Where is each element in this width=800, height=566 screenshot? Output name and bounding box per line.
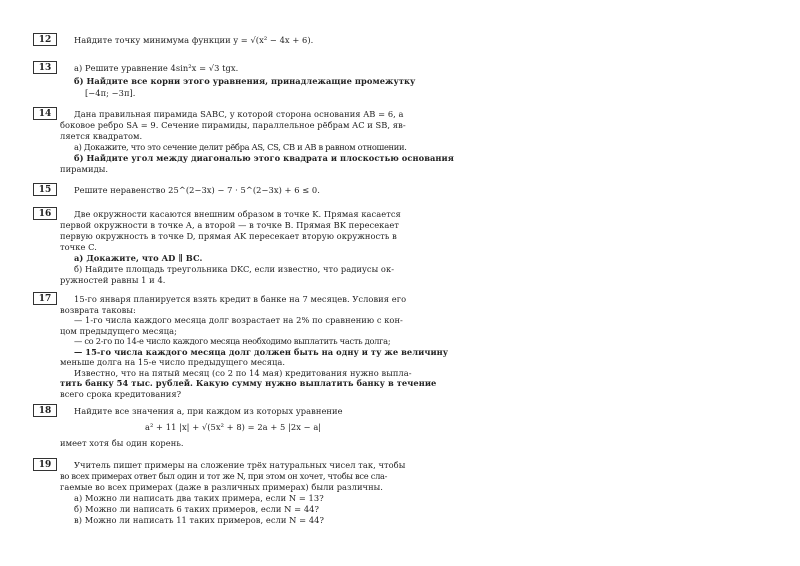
task-text: а) Докажите, что это сечение делит рёбра AS, CS, CB и AB в равном отношении. (74, 142, 407, 152)
task-text: — 1-го числа каждого месяца долг возрастает на 2% по сравнению с кон- (74, 315, 403, 325)
task-text: б) Найдите все корни этого уравнения, принадлежащие промежутку (74, 76, 416, 86)
task-text: б) Можно ли написать 6 таких примеров, если N = 44? (74, 504, 319, 514)
task-text: б) Найдите угол между диагональю этого квадрата и плоскостью основания (74, 153, 454, 163)
task-text: в) Можно ли написать 11 таких примеров, если N = 44? (74, 515, 324, 525)
task-number: 13 (33, 61, 57, 74)
task-formula: a² + 11 |x| + √(5x² + 8) = 2a + 5 |2x − a| (145, 422, 322, 432)
task-text: цом предыдущего месяца; (60, 325, 177, 336)
task-text: [−4π; −3π]. (85, 88, 136, 98)
task-text: гаемые во всех примерах (даже в различных примерах) были различны. (60, 482, 383, 492)
task-text: б) Найдите площадь треугольника DKC, если известно, что радиусы ок- (74, 264, 395, 274)
task-text: Решите неравенство 25^(2−3x) − 7 · 5^(2−3x) + 6 ≤ 0. (74, 185, 320, 195)
task-text: Известно, что на пятый месяц (со 2 по 14 мая) кредитования нужно выпла- (74, 367, 412, 378)
task-text: первую окружность в точке D, прямая AK пересекает вторую окружность в (60, 231, 397, 241)
task-text: первой окружности в точке A, а второй — в точке B. Прямая BK пересекает (60, 220, 400, 230)
task-number: 16 (33, 207, 57, 220)
task-text: а) Докажите, что AD ∥ BC. (74, 253, 203, 263)
task-text: меньше долга на 15-е число предыдущего месяца. (60, 357, 286, 367)
task-text: всего срока кредитования? (60, 388, 182, 399)
task-text: 15-го января планируется взять кредит в банке на 7 месяцев. Условия его (74, 294, 407, 304)
task-text: тить банку 54 тыс. рублей. Какую сумму нужно выплатить банку в течение (60, 378, 437, 388)
task-text: Учитель пишет примеры на сложение трёх натуральных чисел так, чтобы (74, 460, 406, 470)
task-text: — со 2-го по 14-е число каждого месяца необходимо выплатить часть долга; (74, 336, 391, 346)
task-text: а) Решите уравнение 4sin²x = √3 tgx. (74, 63, 239, 73)
task-text: боковое ребро SA = 9. Сечение пирамиды, параллельное рёбрам AC и SB, яв- (60, 120, 406, 130)
task-text: возврата таковы: (60, 304, 136, 315)
task-number: 12 (33, 33, 57, 46)
task-number: 17 (33, 292, 57, 305)
task-text: пирамиды. (60, 164, 109, 174)
task-text: ружностей равны 1 и 4. (60, 275, 166, 285)
task-text: Дана правильная пирамида SABC, у которой сторона основания AB = 6, а (74, 109, 404, 119)
task-text: Найдите точку минимума функции y = √(x² − 4x + 6). (74, 35, 314, 45)
task-text: — 15-го числа каждого месяца долг должен быть на одну и ту же величину (74, 346, 449, 357)
task-number: 14 (33, 107, 57, 120)
task-text: а) Можно ли написать два таких примера, если N = 13? (74, 493, 324, 503)
task-text: Найдите все значения a, при каждом из которых уравнение (74, 406, 343, 416)
task-text: ляется квадратом. (60, 131, 143, 141)
task-text: имеет хотя бы один корень. (60, 438, 184, 448)
task-number: 15 (33, 183, 57, 196)
task-number: 18 (33, 404, 57, 417)
task-text: Две окружности касаются внешним образом в точке K. Прямая касается (74, 209, 401, 219)
task-number: 19 (33, 458, 57, 471)
task-text: точке C. (60, 242, 97, 252)
task-text: во всех примерах ответ был один и тот же N, при этом он хочет, чтобы все сла- (60, 471, 388, 481)
